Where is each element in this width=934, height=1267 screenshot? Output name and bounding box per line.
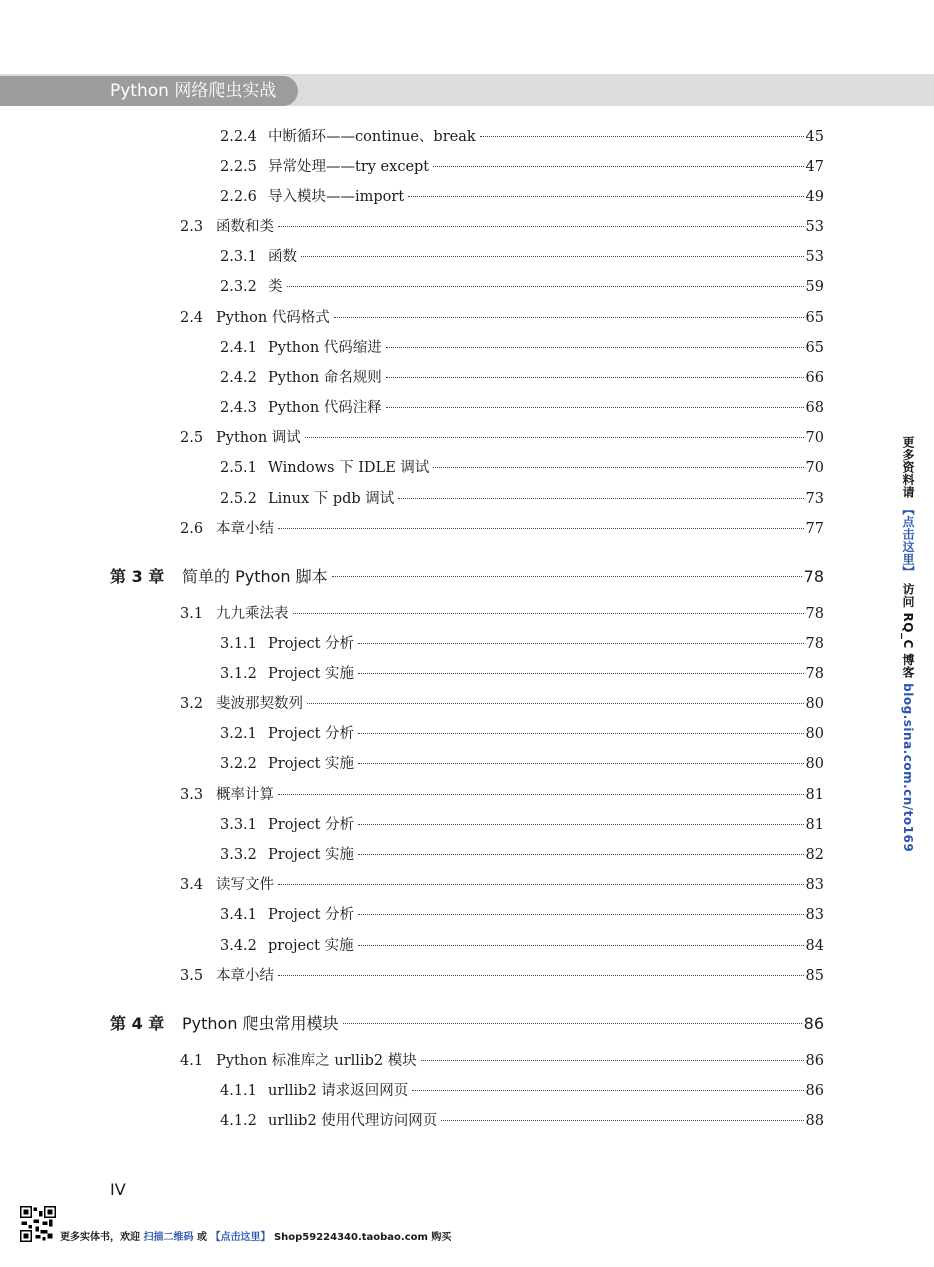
dot-leader xyxy=(358,763,803,764)
toc-section-entry[interactable] xyxy=(180,784,824,806)
toc-entry-number: 3.2.1 xyxy=(220,726,257,742)
dot-leader xyxy=(358,643,803,644)
toc-entry-page: 86 xyxy=(805,1083,824,1099)
dot-leader xyxy=(412,1090,803,1091)
dot-leader xyxy=(278,794,804,795)
toc-entry-title: project 实施 xyxy=(268,938,354,954)
toc-entry-number: 3.4.1 xyxy=(220,907,257,923)
toc-subsection-entry[interactable] xyxy=(220,337,824,359)
dot-leader xyxy=(408,196,803,197)
side-note-url[interactable]: blog.sina.com.cn/to169 xyxy=(901,683,915,853)
toc-entry-page: 83 xyxy=(805,877,824,893)
footer-text: 或 xyxy=(196,1232,207,1243)
footer xyxy=(60,1228,451,1243)
toc-entry-page: 66 xyxy=(805,370,824,386)
toc-subsection-entry[interactable] xyxy=(220,935,824,957)
toc-entry-page: 78 xyxy=(805,666,824,682)
toc-chapter-entry[interactable] xyxy=(110,1011,824,1037)
toc-entry-number: 2.2.6 xyxy=(220,189,257,205)
toc-entry-page: 80 xyxy=(805,726,824,742)
toc-entry-number: 3.3.1 xyxy=(220,817,257,833)
footer-shop: Shop59224340.taobao.com 购买 xyxy=(273,1232,452,1243)
toc-entry-number: 2.3.2 xyxy=(220,279,257,295)
toc-subsection-entry[interactable] xyxy=(220,186,824,208)
dot-leader xyxy=(358,914,803,915)
toc-entry-page: 45 xyxy=(805,129,824,145)
toc-entry-page: 81 xyxy=(805,787,824,803)
toc-entry-title: Project 实施 xyxy=(268,847,355,863)
dot-leader xyxy=(278,884,804,885)
toc-section-entry[interactable] xyxy=(180,307,824,329)
dot-leader xyxy=(293,613,804,614)
toc-subsection-entry[interactable] xyxy=(220,753,824,775)
footer-text: 更多实体书，欢迎 xyxy=(60,1232,140,1243)
toc-subsection-entry[interactable] xyxy=(220,156,824,178)
toc-entry-title: Project 实施 xyxy=(268,666,355,682)
footer-scan-link[interactable]: 扫描二维码 xyxy=(143,1232,194,1243)
dot-leader xyxy=(358,854,803,855)
toc-entry-number: 第 4 章 xyxy=(110,1014,165,1033)
toc-entry-title: Python 代码格式 xyxy=(216,310,330,326)
dot-leader xyxy=(332,576,802,577)
toc-entry-title: Project 分析 xyxy=(268,907,355,923)
toc-entry-page: 78 xyxy=(803,567,824,586)
toc-entry-title: Python 代码注释 xyxy=(268,400,382,416)
toc-entry-title: 九九乘法表 xyxy=(216,606,289,622)
toc-entry-page: 83 xyxy=(805,907,824,923)
toc-entry-title: 类 xyxy=(268,279,283,295)
toc-subsection-entry[interactable] xyxy=(220,723,824,745)
toc-subsection-entry[interactable] xyxy=(220,814,824,836)
toc-entry-title: Python 调试 xyxy=(216,430,301,446)
toc-subsection-entry[interactable] xyxy=(220,1110,824,1132)
toc-entry-number: 2.4.1 xyxy=(220,340,257,356)
toc-entry-number: 3.1.1 xyxy=(220,636,257,652)
toc-entry-page: 88 xyxy=(805,1113,824,1129)
toc-section-entry[interactable] xyxy=(180,518,824,540)
dot-leader xyxy=(358,673,803,674)
dot-leader xyxy=(441,1120,803,1121)
toc-entry-number: 3.1.2 xyxy=(220,666,257,682)
dot-leader xyxy=(386,377,804,378)
toc-entry-title: Python 命名规则 xyxy=(268,370,382,386)
toc-entry-page: 81 xyxy=(805,817,824,833)
dot-leader xyxy=(358,733,803,734)
toc-entry-number: 3.5 xyxy=(180,968,204,984)
toc-subsection-entry[interactable] xyxy=(220,633,824,655)
toc-section-entry[interactable] xyxy=(180,1050,824,1072)
toc-entry-page: 53 xyxy=(805,249,824,265)
toc-entry-number: 3.4.2 xyxy=(220,938,257,954)
toc-entry-title: 中断循环——continue、break xyxy=(268,129,476,145)
toc-entry-page: 70 xyxy=(805,430,824,446)
dot-leader xyxy=(301,256,804,257)
toc-entry-number: 2.4.2 xyxy=(220,370,257,386)
toc-entry-title: urllib2 请求返回网页 xyxy=(268,1083,409,1099)
toc-entry-number: 2.6 xyxy=(180,521,204,537)
toc-entry-title: 读写文件 xyxy=(216,877,274,893)
dot-leader xyxy=(398,498,803,499)
toc-entry-page: 86 xyxy=(805,1053,824,1069)
toc-entry-page: 65 xyxy=(805,340,824,356)
toc-subsection-entry[interactable] xyxy=(220,126,824,148)
toc-entry-title: 异常处理——try except xyxy=(268,159,430,175)
toc-section-entry[interactable] xyxy=(180,693,824,715)
toc-entry-number: 2.2.5 xyxy=(220,159,257,175)
toc-subsection-entry[interactable] xyxy=(220,904,824,926)
toc-section-entry[interactable] xyxy=(180,427,824,449)
toc-entry-page: 86 xyxy=(803,1014,824,1033)
toc-entry-page: 53 xyxy=(805,219,824,235)
toc-entry-page: 65 xyxy=(805,310,824,326)
footer-click-link[interactable]: 【点击这里】 xyxy=(210,1232,271,1243)
dot-leader xyxy=(343,1023,802,1024)
toc-entry-number: 2.5.2 xyxy=(220,491,257,507)
dot-leader xyxy=(287,286,804,287)
toc-entry-page: 49 xyxy=(805,189,824,205)
toc-entry-number: 4.1.2 xyxy=(220,1113,257,1129)
toc-subsection-entry[interactable] xyxy=(220,397,824,419)
dot-leader xyxy=(278,528,804,529)
toc-subsection-entry[interactable] xyxy=(220,246,824,268)
toc-entry-title: Project 分析 xyxy=(268,636,355,652)
toc-entry-number: 3.2 xyxy=(180,696,204,712)
toc-entry-number: 3.3 xyxy=(180,787,204,803)
toc-section-entry[interactable] xyxy=(180,216,824,238)
toc-section-entry[interactable] xyxy=(180,965,824,987)
toc-entry-number: 2.3.1 xyxy=(220,249,257,265)
toc-entry-page: 68 xyxy=(805,400,824,416)
toc-entry-title: Python 代码缩进 xyxy=(268,340,382,356)
toc-entry-title: 函数 xyxy=(268,249,297,265)
running-header-title: Python 网络爬虫实战 xyxy=(110,81,277,101)
toc-entry-page: 78 xyxy=(805,606,824,622)
toc-entry-number: 3.3.2 xyxy=(220,847,257,863)
page-number: IV xyxy=(110,1180,126,1199)
toc-entry-title: Python 标准库之 urllib2 模块 xyxy=(216,1053,417,1069)
dot-leader xyxy=(358,945,804,946)
toc-entry-number: 第 3 章 xyxy=(110,567,165,586)
toc-entry-number: 2.3 xyxy=(180,219,204,235)
dot-leader xyxy=(433,166,803,167)
toc-entry-page: 80 xyxy=(805,696,824,712)
toc-entry-title: Project 分析 xyxy=(268,817,355,833)
toc-entry-page: 82 xyxy=(805,847,824,863)
dot-leader xyxy=(386,347,804,348)
toc-entry-title: 本章小结 xyxy=(216,968,274,984)
dot-leader xyxy=(305,437,804,438)
toc-entry-number: 2.5 xyxy=(180,430,204,446)
toc-subsection-entry[interactable] xyxy=(220,844,824,866)
toc-subsection-entry[interactable] xyxy=(220,488,824,510)
dot-leader xyxy=(278,975,804,976)
toc-section-entry[interactable] xyxy=(180,874,824,896)
toc-entry-title: 函数和类 xyxy=(216,219,274,235)
toc-entry-page: 73 xyxy=(805,491,824,507)
toc-entry-page: 84 xyxy=(805,938,824,954)
toc-entry-number: 3.4 xyxy=(180,877,204,893)
toc-entry-page: 77 xyxy=(805,521,824,537)
toc-entry-page: 47 xyxy=(805,159,824,175)
side-note-text: 访问 RQ_C 博客 xyxy=(901,582,915,679)
dot-leader xyxy=(278,226,804,227)
toc-subsection-entry[interactable] xyxy=(220,276,824,298)
toc-entry-number: 2.4.3 xyxy=(220,400,257,416)
toc-entry-title: Project 分析 xyxy=(268,726,355,742)
toc-entry-number: 3.1 xyxy=(180,606,204,622)
toc-entry-number: 2.5.1 xyxy=(220,460,257,476)
toc-entry-title: 导入模块——import xyxy=(268,189,405,205)
toc-entry-title: Linux 下 pdb 调试 xyxy=(268,491,395,507)
toc-entry-title: 简单的 Python 脚本 xyxy=(182,567,328,586)
toc-entry-title: 斐波那契数列 xyxy=(216,696,303,712)
side-note-link[interactable]: 【点击这里】 xyxy=(901,503,915,579)
toc-entry-page: 78 xyxy=(805,636,824,652)
dot-leader xyxy=(421,1060,804,1061)
toc-chapter-entry[interactable] xyxy=(110,564,824,590)
toc-subsection-entry[interactable] xyxy=(220,663,824,685)
toc-entry-title: 概率计算 xyxy=(216,787,274,803)
toc-entry-title: Project 实施 xyxy=(268,756,355,772)
side-note xyxy=(895,436,917,852)
toc-entry-number: 4.1 xyxy=(180,1053,204,1069)
toc-entry-page: 85 xyxy=(805,968,824,984)
toc-entry-number: 4.1.1 xyxy=(220,1083,257,1099)
qr-code-icon[interactable] xyxy=(20,1206,56,1242)
dot-leader xyxy=(433,467,803,468)
toc-entry-title: urllib2 使用代理访问网页 xyxy=(268,1113,438,1129)
toc-entry-page: 70 xyxy=(805,460,824,476)
toc-section-entry[interactable] xyxy=(180,603,824,625)
dot-leader xyxy=(386,407,804,408)
dot-leader xyxy=(334,317,804,318)
toc-entry-title: Python 爬虫常用模块 xyxy=(182,1014,339,1033)
toc-entry-number: 2.4 xyxy=(180,310,204,326)
side-note-text: 更多资料请 xyxy=(901,436,915,499)
toc-subsection-entry[interactable] xyxy=(220,457,824,479)
toc-subsection-entry[interactable] xyxy=(220,1080,824,1102)
dot-leader xyxy=(480,136,804,137)
toc-entry-page: 80 xyxy=(805,756,824,772)
dot-leader xyxy=(358,824,803,825)
toc-entry-number: 3.2.2 xyxy=(220,756,257,772)
toc-entry-number: 2.2.4 xyxy=(220,129,257,145)
dot-leader xyxy=(307,703,804,704)
toc-subsection-entry[interactable] xyxy=(220,367,824,389)
toc-entry-title: Windows 下 IDLE 调试 xyxy=(268,460,430,476)
toc-entry-page: 59 xyxy=(805,279,824,295)
toc-entry-title: 本章小结 xyxy=(216,521,274,537)
